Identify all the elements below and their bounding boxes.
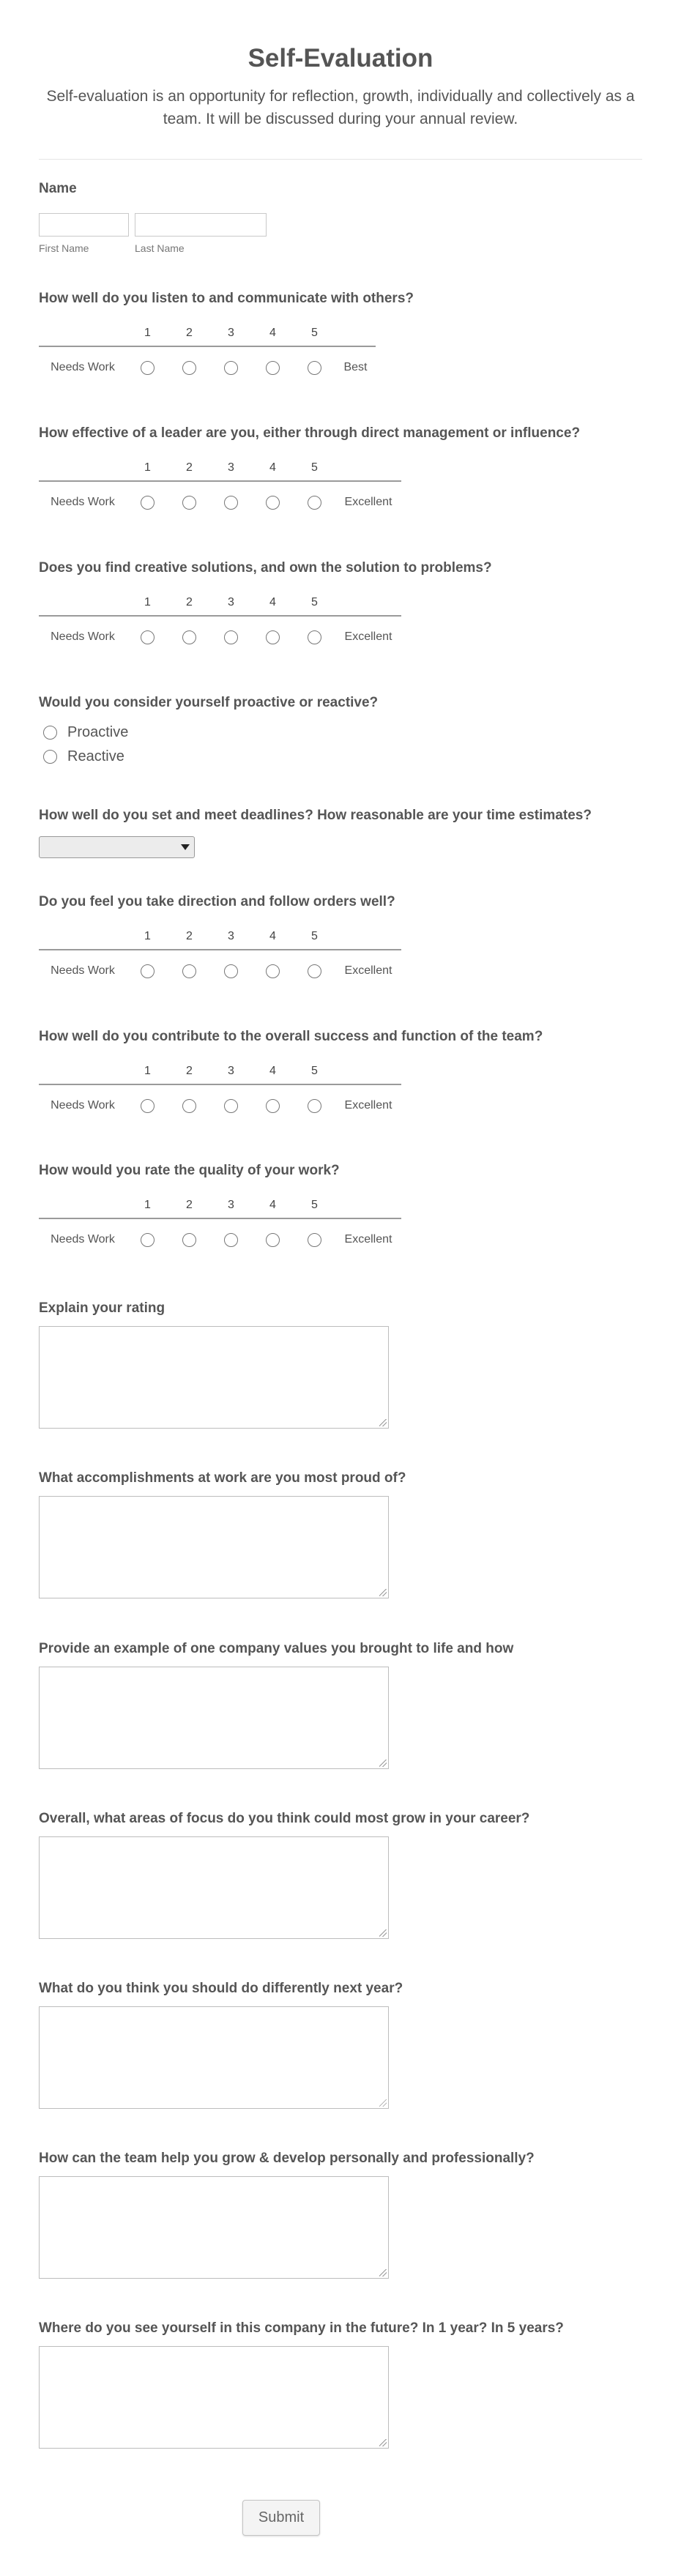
name-question xyxy=(39,180,642,254)
page-title: Self-Evaluation xyxy=(248,44,433,72)
question-label: How would you rate the quality of your work? xyxy=(39,1163,340,1178)
rating-radio-5[interactable] xyxy=(308,1099,321,1113)
rating-radio-2[interactable] xyxy=(182,964,196,978)
team-help-question xyxy=(39,2150,642,2279)
scale-high-label: Excellent xyxy=(344,1099,392,1112)
rating-scale xyxy=(39,321,376,388)
last-name-sublabel: Last Name xyxy=(135,242,185,254)
proactive-reactive-question xyxy=(39,694,642,769)
rating-radio-4[interactable] xyxy=(266,1099,280,1113)
self-evaluation-form xyxy=(39,0,642,2525)
scale-number: 3 xyxy=(210,1059,252,1084)
future-question xyxy=(39,2320,642,2449)
scale-number: 2 xyxy=(168,924,210,950)
question-label: Does you find creative solutions, and own the solution to problems? xyxy=(39,560,492,576)
scale-low-label: Needs Work xyxy=(51,496,115,508)
option-reactive[interactable] xyxy=(43,745,642,769)
question-label: How well do you contribute to the overall success and function of the team? xyxy=(39,1029,543,1044)
rating-radio-1[interactable] xyxy=(141,1099,155,1113)
scale-high-label: Excellent xyxy=(344,964,392,977)
scale-number: 3 xyxy=(210,924,252,950)
areas-of-focus-textarea[interactable] xyxy=(39,1836,389,1939)
scale-low-label: Needs Work xyxy=(51,361,115,373)
rating-radio-4[interactable] xyxy=(266,496,280,510)
scale-low-label: Needs Work xyxy=(51,1233,115,1246)
submit-button[interactable]: Submit xyxy=(242,2500,320,2536)
rating-radio-2[interactable] xyxy=(182,361,196,375)
scale-number: 2 xyxy=(168,455,210,481)
rating-radio-1[interactable] xyxy=(141,1233,155,1247)
rating-radio-3[interactable] xyxy=(224,630,238,644)
scale-number: 2 xyxy=(168,1193,210,1218)
question-label: What accomplishments at work are you most proud of? xyxy=(39,1470,406,1486)
scale-number: 4 xyxy=(252,1059,294,1084)
scale-number: 1 xyxy=(127,1059,168,1084)
scale-high-label: Excellent xyxy=(344,496,392,508)
scale-number: 5 xyxy=(294,455,335,481)
resize-handle-icon[interactable] xyxy=(379,1760,387,1767)
chevron-down-icon xyxy=(181,844,190,850)
deadlines-question xyxy=(39,807,642,858)
rating-radio-2[interactable] xyxy=(182,630,196,644)
name-label: Name xyxy=(39,181,77,196)
proactive-radio[interactable] xyxy=(43,726,57,740)
scale-number: 5 xyxy=(294,924,335,950)
scale-number: 3 xyxy=(210,321,252,346)
rating-radio-1[interactable] xyxy=(141,630,155,644)
creative-solutions-question xyxy=(39,559,642,658)
scale-number: 2 xyxy=(168,1059,210,1084)
question-label: Would you consider yourself proactive or reactive? xyxy=(39,695,379,710)
do-differently-question xyxy=(39,1980,642,2109)
rating-radio-1[interactable] xyxy=(141,964,155,978)
scale-number: 1 xyxy=(127,590,168,616)
future-textarea[interactable] xyxy=(39,2346,389,2449)
scale-number: 5 xyxy=(294,1059,335,1084)
scale-number: 5 xyxy=(294,321,335,346)
question-label: Do you feel you take direction and follow orders well? xyxy=(39,894,395,909)
scale-low-label: Needs Work xyxy=(51,964,115,977)
scale-number: 3 xyxy=(210,455,252,481)
scale-high-label: Best xyxy=(343,361,368,373)
scale-number: 5 xyxy=(294,590,335,616)
question-label: Explain your rating xyxy=(39,1300,165,1316)
rating-scale xyxy=(39,1059,401,1126)
question-label: Where do you see yourself in this company in the future? In 1 year? In 5 years? xyxy=(39,2320,564,2336)
work-quality-question xyxy=(39,1162,642,1260)
question-label: Provide an example of one company values you brought to life and how xyxy=(39,1641,514,1656)
rating-radio-1[interactable] xyxy=(141,496,155,510)
team-help-textarea[interactable] xyxy=(39,2176,389,2279)
rating-radio-3[interactable] xyxy=(224,361,238,375)
question-label: Overall, what areas of focus do you think could most grow in your career? xyxy=(39,1811,530,1826)
rating-scale xyxy=(39,1193,401,1260)
scale-number: 2 xyxy=(168,590,210,616)
rating-radio-5[interactable] xyxy=(308,361,321,375)
rating-radio-2[interactable] xyxy=(182,496,196,510)
rating-radio-5[interactable] xyxy=(308,496,321,510)
scale-number: 3 xyxy=(210,1193,252,1218)
scale-number: 1 xyxy=(127,455,168,481)
do-differently-textarea[interactable] xyxy=(39,2006,389,2109)
rating-scale xyxy=(39,924,401,991)
rating-radio-2[interactable] xyxy=(182,1233,196,1247)
rating-radio-4[interactable] xyxy=(266,964,280,978)
scale-number: 3 xyxy=(210,590,252,616)
accomplishments-textarea[interactable] xyxy=(39,1496,389,1598)
form-header xyxy=(39,0,642,160)
communication-question xyxy=(39,290,642,388)
scale-number: 4 xyxy=(252,1193,294,1218)
first-name-sublabel: First Name xyxy=(39,242,89,254)
rating-radio-3[interactable] xyxy=(224,1233,238,1247)
page-description: Self-evaluation is an opportunity for reflection, growth, individually and collectively as a team. It will be discussed during your annual review. xyxy=(46,88,635,127)
question-label: How can the team help you grow & develop personally and professionally? xyxy=(39,2151,535,2166)
areas-of-focus-question xyxy=(39,1810,642,1939)
resize-handle-icon[interactable] xyxy=(379,1929,387,1937)
rating-radio-2[interactable] xyxy=(182,1099,196,1113)
resize-handle-icon[interactable] xyxy=(379,2099,387,2107)
question-label: How effective of a leader are you, either through direct management or influence? xyxy=(39,425,581,441)
rating-radio-3[interactable] xyxy=(224,496,238,510)
scale-high-label: Excellent xyxy=(344,630,392,643)
resize-handle-icon[interactable] xyxy=(379,2439,387,2446)
accomplishments-question xyxy=(39,1470,642,1598)
scale-low-label: Needs Work xyxy=(51,630,115,643)
rating-scale xyxy=(39,590,401,658)
rating-radio-3[interactable] xyxy=(224,964,238,978)
rating-scale xyxy=(39,455,401,523)
deadlines-dropdown[interactable] xyxy=(39,836,195,858)
reactive-radio[interactable] xyxy=(43,750,57,764)
question-label: How well do you set and meet deadlines? How reasonable are your time estimates? xyxy=(39,808,592,823)
option-label: Reactive xyxy=(67,748,124,764)
last-name-input[interactable] xyxy=(135,213,267,237)
scale-number: 1 xyxy=(127,321,168,346)
rating-radio-4[interactable] xyxy=(266,630,280,644)
resize-handle-icon[interactable] xyxy=(379,1589,387,1596)
rating-radio-4[interactable] xyxy=(266,1233,280,1247)
option-proactive[interactable] xyxy=(43,721,642,745)
rating-radio-5[interactable] xyxy=(308,1233,321,1247)
question-label: How well do you listen to and communicate with others? xyxy=(39,291,414,306)
rating-radio-3[interactable] xyxy=(224,1099,238,1113)
scale-number: 1 xyxy=(127,924,168,950)
header-divider xyxy=(39,159,642,160)
scale-number: 5 xyxy=(294,1193,335,1218)
option-label: Proactive xyxy=(67,724,129,740)
scale-number: 4 xyxy=(252,924,294,950)
rating-radio-4[interactable] xyxy=(266,361,280,375)
explain-rating-question xyxy=(39,1300,642,1429)
scale-high-label: Excellent xyxy=(344,1233,392,1246)
direction-question xyxy=(39,893,642,991)
scale-low-label: Needs Work xyxy=(51,1099,115,1112)
first-name-input[interactable] xyxy=(39,213,129,237)
scale-number: 4 xyxy=(252,590,294,616)
resize-handle-icon[interactable] xyxy=(379,1419,387,1426)
company-values-textarea[interactable] xyxy=(39,1667,389,1769)
explain-rating-textarea[interactable] xyxy=(39,1326,389,1429)
company-values-question xyxy=(39,1640,642,1769)
rating-radio-1[interactable] xyxy=(141,361,155,375)
scale-number: 4 xyxy=(252,321,294,346)
scale-number: 4 xyxy=(252,455,294,481)
scale-number: 2 xyxy=(168,321,210,346)
scale-number: 1 xyxy=(127,1193,168,1218)
resize-handle-icon[interactable] xyxy=(379,2269,387,2277)
question-label: What do you think you should do differently next year? xyxy=(39,1981,403,1996)
leadership-question xyxy=(39,425,642,523)
rating-radio-5[interactable] xyxy=(308,630,321,644)
team-contribution-question xyxy=(39,1028,642,1126)
rating-radio-5[interactable] xyxy=(308,964,321,978)
